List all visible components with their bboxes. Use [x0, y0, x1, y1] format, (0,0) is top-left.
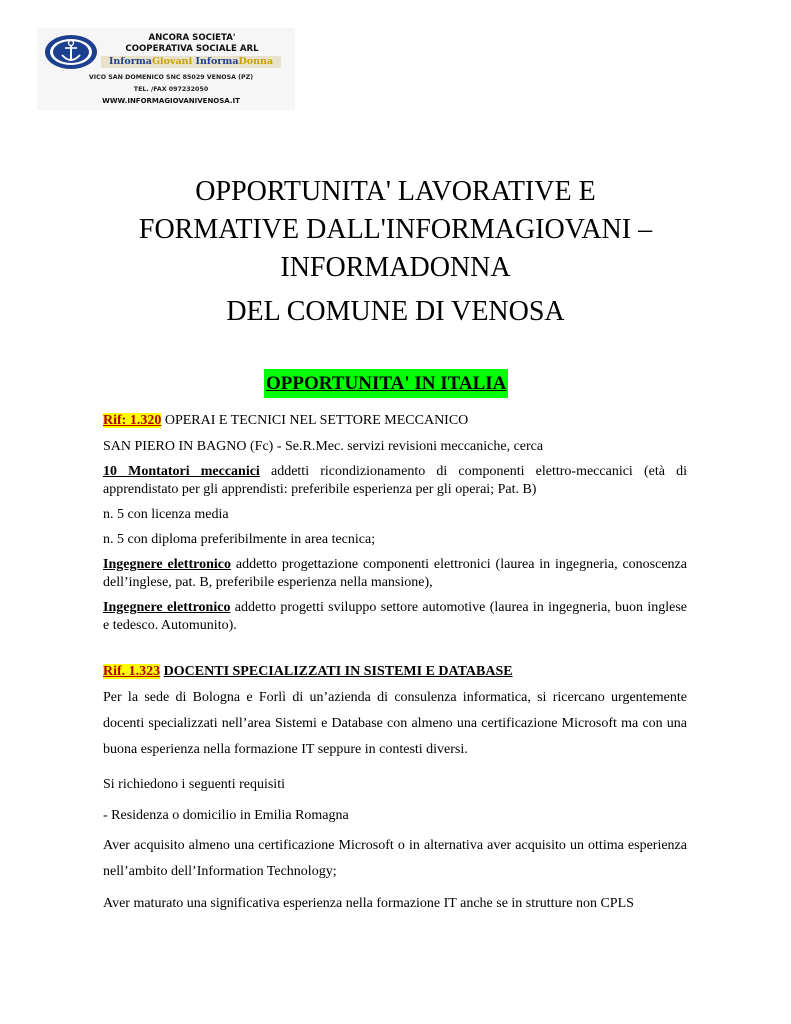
item-text-montatori: addetti ricondizionamento di componenti elettro-meccanici (età di apprendistato per gli apprendisti: preferibile esperienza per gli operai; Pat. B) [103, 464, 687, 497]
organization-logo [37, 28, 295, 110]
offer-1-item-licenza: n. 5 con licenza media [103, 507, 229, 522]
brand-part-2: Giovani [151, 56, 193, 67]
offer-1-item-ingegnere-1 [103, 556, 687, 592]
offer-1-title: OPERAI E TECNICI NEL SETTORE MECCANICO [161, 413, 469, 428]
brand-part-4: Donna [238, 56, 274, 67]
page-title [60, 173, 731, 287]
page-subtitle: DEL COMUNE DI VENOSA [226, 296, 565, 327]
offer-1-item-ingegnere-2 [103, 599, 687, 635]
title-line-2: FORMATIVE DALL'INFORMAGIOVANI – [138, 214, 653, 245]
offer-2-intro: Per la sede di Bologna e Forlì di un’azienda di consulenza informatica, si ricercano urgentemente docenti specializzati nell’area Sistemi e Database con almeno una certificazione Microsoft ma con una buona esperienza nella formazione IT seppure in contesti diversi. [103, 690, 687, 757]
offer-2-req-certification: Aver acquisito almeno una certificazione Microsoft o in alternativa aver acquisito un ottima esperienza nell’ambito dell’Information Technology; [103, 838, 687, 879]
item-text-ingegnere-1: addetto progettazione componenti elettronici (laurea in ingegneria, conoscenza dell’inglese, pat. B, preferibile esperienza nella mansione), [103, 557, 687, 590]
offer-1-item-montatori [103, 463, 687, 499]
brand-part-1: Informa [108, 56, 152, 67]
logo-phone: TEL. /FAX 097232050 [133, 86, 209, 93]
logo-brand-banner [101, 56, 281, 68]
item-text-ingegnere-2: addetto progetti sviluppo settore automotive (laurea in ingegneria, buon inglese e tedesco. Automunito). [103, 600, 687, 633]
logo-line-cooperative: COOPERATIVA SOCIALE ARL [125, 44, 259, 54]
offer-2-ref: Rif. 1.323 [103, 664, 161, 679]
title-line-1: OPPORTUNITA' LAVORATIVE E [195, 176, 596, 207]
item-title-ingegnere-2: Ingegnere elettronico [103, 600, 231, 615]
offer-2-title: DOCENTI SPECIALIZZATI IN SISTEMI E DATABASE [163, 664, 513, 679]
item-title-ingegnere-1: Ingegnere elettronico [103, 557, 231, 572]
brand-part-3: Informa [195, 56, 239, 67]
section-heading-italia: OPPORTUNITA' IN ITALIA [264, 369, 508, 398]
offer-1-heading [103, 412, 687, 430]
anchor-logo-icon [43, 33, 99, 71]
offer-1-item-diploma: n. 5 con diploma preferibilmente in area tecnica; [103, 532, 376, 547]
logo-line-company: ANCORA SOCIETA' [148, 33, 236, 43]
offer-2-req-residence: - Residenza o domicilio in Emilia Romagna [103, 808, 349, 823]
offer-2-heading [103, 663, 687, 681]
logo-address: VICO SAN DOMENICO SNC 85029 VENOSA (PZ) [88, 74, 254, 81]
offer-2-req-experience: Aver maturato una significativa esperienza nella formazione IT anche se in strutture non CPLS [103, 896, 634, 911]
offer-1-ref: Rif: 1.320 [103, 413, 162, 428]
item-title-montatori: 10 Montatori meccanici [103, 464, 260, 479]
offer-1-company: SAN PIERO IN BAGNO (Fc) - Se.R.Mec. servizi revisioni meccaniche, cerca [103, 439, 544, 454]
title-line-3: INFORMADONNA [280, 252, 511, 283]
offer-2-requirements-label: Si richiedono i seguenti requisiti [103, 777, 285, 792]
logo-website: WWW.INFORMAGIOVANIVENOSA.IT [102, 97, 240, 105]
